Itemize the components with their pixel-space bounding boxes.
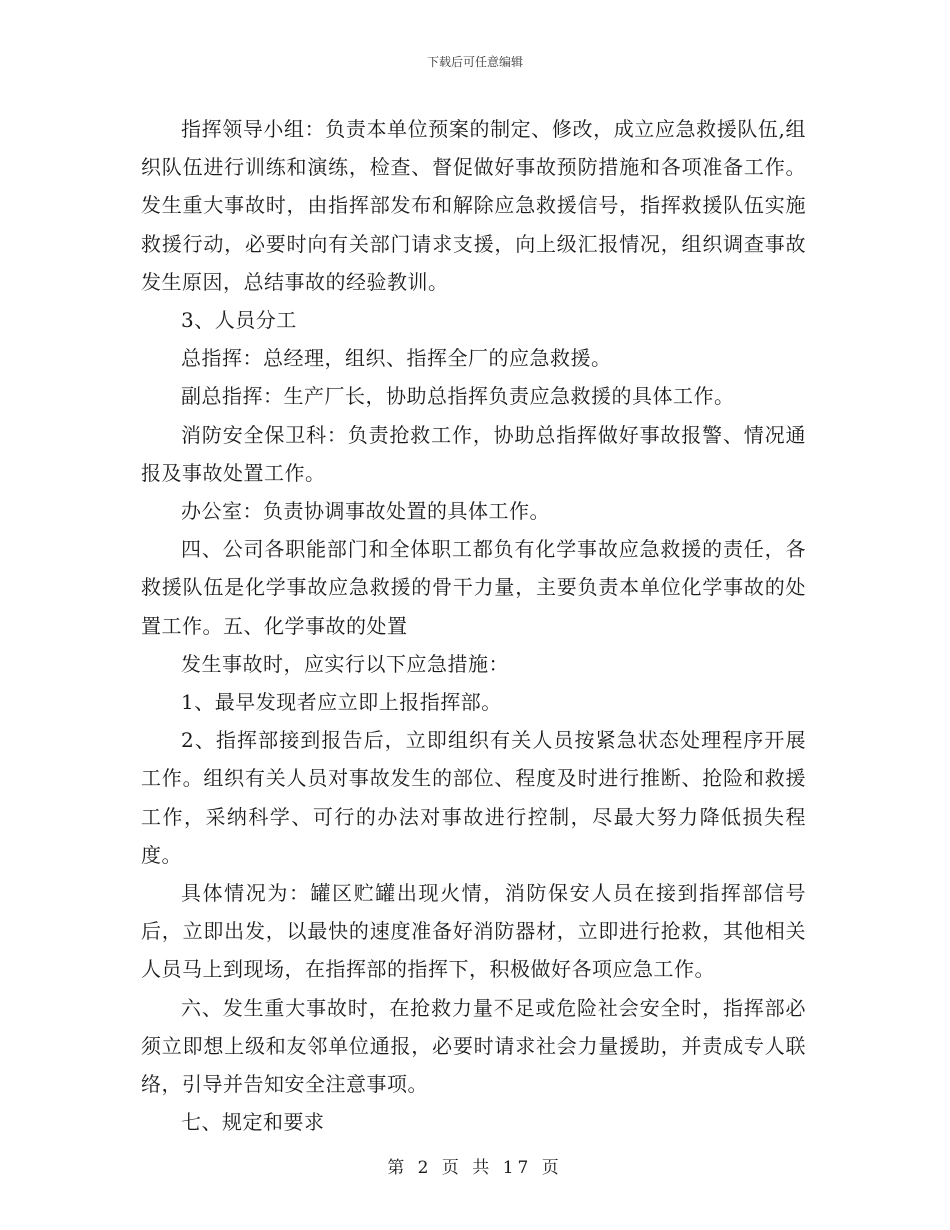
document-body: [141, 110, 806, 1141]
paragraph: 3、人员分工: [181, 308, 297, 333]
paragraph: 发生事故时，应实行以下应急措施：: [181, 651, 509, 676]
paragraph: 四、公司各职能部门和全体职工都负有化学事故应急救援的责任，各救援队伍是化学事故应急救援的骨干力量，主要负责本单位化学事故的处置工作。五、化学事故的处置: [141, 537, 806, 638]
paragraph: 总指挥：总经理，组织、指挥全厂的应急救援。: [181, 346, 612, 371]
paragraph: 1、最早发现者应立即上报指挥部。: [181, 690, 502, 715]
paragraph: 消防安全保卫科：负责抢救工作，协助总指挥做好事故报警、情况通报及事故处置工作。: [141, 422, 806, 485]
paragraph: 具体情况为：罐区贮罐出现火情，消防保安人员在接到指挥部信号后，立即出发，以最快的速度准备好消防器材，立即进行抢救，其他相关人员马上到现场，在指挥部的指挥下，积极做好各项应急工作。: [141, 881, 806, 982]
page-number-footer: 第 2 页 共 17 页: [387, 1158, 563, 1178]
paragraph: 六、发生重大事故时，在抢救力量不足或危险社会安全时，指挥部必须立即想上级和友邻单位通报，必要时请求社会力量援助，并责成专人联络，引导并告知安全注意事项。: [141, 995, 806, 1097]
paragraph: 副总指挥：生产厂长，协助总指挥负责应急救援的具体工作。: [181, 384, 735, 409]
paragraph: 指挥领导小组：负责本单位预案的制定、修改，成立应急救援队伍,组织队伍进行训练和演练，检查、督促做好事故预防措施和各项准备工作。发生重大事故时，由指挥部发布和解除应急救援信号，指挥救援队伍实施救援行动，必要时向有关部门请求支援，向上级汇报情况，组织调查事故发生原因，总结事故的经验教训。: [141, 117, 806, 294]
paragraph: 七、规定和要求: [181, 1110, 325, 1135]
paragraph: 办公室：负责协调事故处置的具体工作。: [181, 499, 550, 524]
paragraph: 2、指挥部接到报告后，立即组织有关人员按紧急状态处理程序开展工作。组织有关人员对事故发生的部位、程度及时进行推断、抢险和救援工作，采纳科学、可行的办法对事故进行控制，尽最大努力降低损失程度。: [141, 728, 806, 867]
page-header: 下载后可任意编辑: [426, 55, 523, 69]
